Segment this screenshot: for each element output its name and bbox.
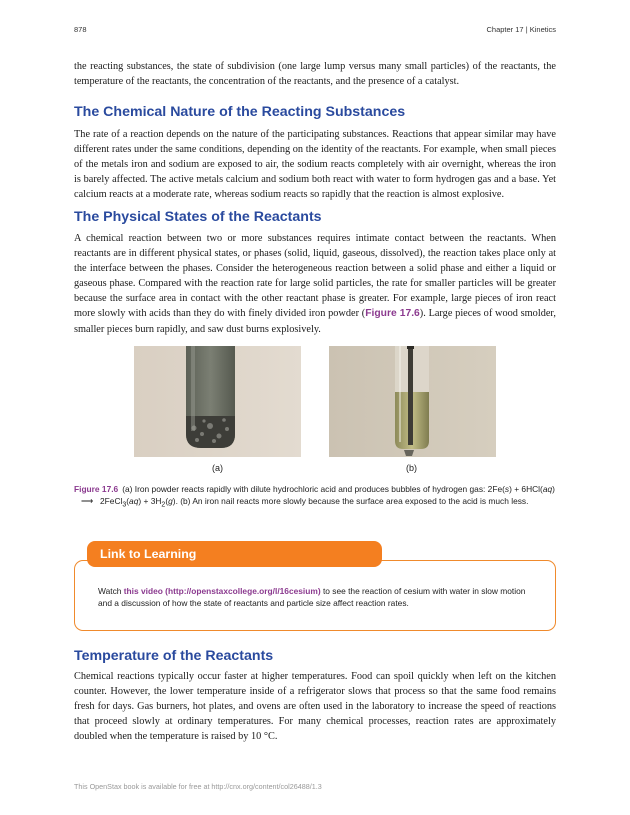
link-to-learning-text: Watch this video (http://openstaxcollege.org/l/16cesium) to see the reaction of cesium with water in slow motion and a discussion of how the state of reactants and particle size affect reaction rates. <box>98 586 526 608</box>
chapter-header: Chapter 17 | Kinetics <box>486 25 556 34</box>
intro-paragraph: the reacting substances, the state of subdivision (one large lump versus many small particles) of the reactants, the temperature of the reactants, the concentration of the reactants, and the presence of a catalyst. <box>74 61 556 88</box>
paragraph-physical-states: A chemical reaction between two or more substances requires intimate contact between the reactants. When reactants are in different physical states, or phases (solid, liquid, gaseous, dissolved), the reaction takes place only at the interface between the phases. Consider the heterogeneous reaction between a solid phase and either a liquid or gaseous phase. Compared with the reaction rate for large solid particles, the rate for smaller particles will be greater because the surface area in contact with the other reactant phase is greater. For example, large pieces of iron react more slowly with acids than they do with finely divided iron powder (Figure 17.6). Large pieces of wood smolder, smaller pieces burn rapidly, and saw dust burns explosively. <box>74 233 557 335</box>
heading-temperature: Temperature of the Reactants <box>74 648 274 664</box>
reaction-arrow: ⟶ <box>81 495 94 506</box>
figure-caption: Figure 17.6 (a) Iron powder reacts rapidly with dilute hydrochloric acid and produces bubbles of hydrogen gas: 2Fe(s) + 6HCl(aq) ⟶ 2FeCl$_3$(aq) + $3H_2(g)$. (b) An iron nail reacts more slowly because the surface area exposed to the acid is much less. <box>74 484 555 509</box>
figure-number: Figure 17.6 <box>74 484 119 494</box>
figure-photo-iron-nail <box>329 346 496 457</box>
page-number: 878 <box>74 25 87 34</box>
link-to-learning-title: Link to Learning <box>87 541 382 567</box>
figure-reference-link[interactable]: Figure 17.6 <box>365 308 420 320</box>
heading-chemical-nature: The Chemical Nature of the Reacting Substances <box>74 104 406 120</box>
figure-label-b: (b) <box>406 463 417 473</box>
paragraph-chemical-nature: The rate of a reaction depends on the nature of the participating substances. Reactions that appear similar may have different rates under the same conditions, depending on the identity of the reactants. For example, when small pieces of the metals iron and sodium are exposed to air, the sodium reacts completely with air overnight, whereas the iron is barely affected. The active metals calcium and sodium both react with water to form hydrogen gas and a base. Yet calcium reacts at a moderate rate, whereas sodium reacts so rapidly that the reaction is almost explosive. <box>74 129 556 201</box>
page-footer: This OpenStax book is available for free at http://cnx.org/content/col26488/1.3 <box>74 782 322 791</box>
paragraph-temperature: Chemical reactions typically occur faster at higher temperatures. Food can spoil quickly when left on the kitchen counter. However, the lower temperature inside of a refrigerator slows that process so that the same food remains fresh for days. Gas burners, hot plates, and ovens are often used in the laboratory to increase the speed of reactions that proceed slowly at ordinary temperatures. For many chemical processes, reaction rates are approximately doubled when the temperature is raised by 10 °C. <box>74 671 556 743</box>
cesium-video-link[interactable]: this video (http://openstaxcollege.org/l/16cesium) <box>123 586 321 596</box>
figure-label-a: (a) <box>212 463 223 473</box>
figure-photo-iron-powder <box>134 346 301 457</box>
heading-physical-states: The Physical States of the Reactants <box>74 209 322 225</box>
